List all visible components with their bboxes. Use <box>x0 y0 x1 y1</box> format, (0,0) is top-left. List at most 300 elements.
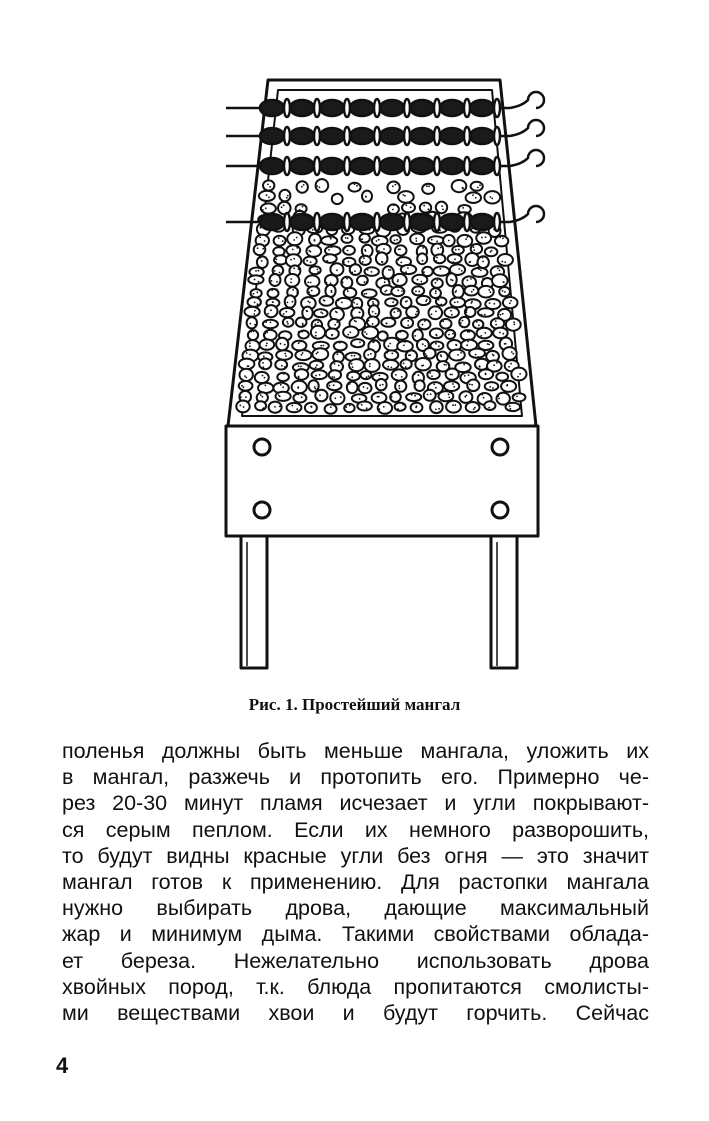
meat-piece <box>320 214 344 230</box>
coal-speckle <box>415 384 417 386</box>
coal-speckle <box>506 385 508 387</box>
coal-speckle <box>454 404 456 406</box>
coal-speckle <box>267 313 269 315</box>
coal-speckle <box>379 373 381 375</box>
coal-speckle <box>399 387 401 389</box>
coal-speckle <box>498 398 500 400</box>
coal-speckle <box>445 364 447 366</box>
coal-speckle <box>397 310 399 312</box>
coal-speckle <box>422 260 424 262</box>
coal-speckle <box>382 384 384 386</box>
coal-speckle <box>334 194 336 196</box>
coal-speckle <box>499 270 501 272</box>
coal-speckle <box>379 384 381 386</box>
coal-speckle <box>398 385 400 387</box>
coal-speckle <box>397 408 399 410</box>
coal-speckle <box>426 185 428 187</box>
coal-speckle <box>395 374 397 376</box>
coal-speckle <box>488 407 490 409</box>
coal-piece <box>314 309 328 317</box>
coal-speckle <box>239 405 241 407</box>
coal-speckle <box>417 246 419 248</box>
page-number: 4 <box>56 1053 69 1078</box>
coal-speckle <box>365 196 367 198</box>
coal-speckle <box>459 205 461 207</box>
coal-piece <box>378 402 392 414</box>
coal-speckle <box>473 249 475 251</box>
coal-speckle <box>426 299 428 301</box>
coal-speckle <box>462 187 464 189</box>
coal-speckle <box>501 261 503 263</box>
coal-speckle <box>274 270 276 272</box>
coal-piece <box>506 403 521 411</box>
coal-speckle <box>397 279 399 281</box>
coal-speckle <box>345 406 347 408</box>
coal-speckle <box>451 314 453 316</box>
coal-piece <box>420 203 431 213</box>
coal-speckle <box>311 406 313 408</box>
coal-piece <box>330 392 344 405</box>
coal-piece <box>240 369 253 381</box>
coal-speckle <box>328 249 330 251</box>
coal-speckle <box>464 375 466 377</box>
coal-speckle <box>297 386 299 388</box>
coal-speckle <box>465 311 467 313</box>
coal-speckle <box>287 195 289 197</box>
coal-speckle <box>479 366 481 368</box>
coal-piece <box>417 296 431 305</box>
meat-piece <box>350 214 374 230</box>
coal-speckle <box>344 248 346 250</box>
coal-speckle <box>364 281 366 283</box>
coal-speckle <box>397 289 399 291</box>
coal-piece <box>276 338 288 351</box>
coal-speckle <box>280 384 282 386</box>
coal-speckle <box>317 269 319 271</box>
coal-piece <box>410 234 424 245</box>
text-line: поленья должны быть меньше мангала, уложить их <box>62 739 649 763</box>
coal-speckle <box>254 279 256 281</box>
coal-speckle <box>319 187 321 189</box>
coal-piece <box>295 369 309 380</box>
coal-piece <box>315 390 327 402</box>
onion-ring <box>494 99 500 117</box>
coal-speckle <box>284 366 286 368</box>
coal-speckle <box>316 364 318 366</box>
coal-speckle <box>298 365 300 367</box>
coal-speckle <box>473 289 475 291</box>
coal-speckle <box>366 407 368 409</box>
coal-speckle <box>510 408 512 410</box>
coal-piece <box>471 182 483 191</box>
coal-speckle <box>275 258 277 260</box>
coal-speckle <box>351 376 353 378</box>
coal-speckle <box>387 366 389 368</box>
coal-speckle <box>334 397 336 399</box>
coal-speckle <box>436 257 438 259</box>
coal-speckle <box>407 267 409 269</box>
coal-speckle <box>296 247 298 249</box>
coal-speckle <box>460 352 462 354</box>
coal-speckle <box>448 240 450 242</box>
coal-speckle <box>397 259 399 261</box>
coal-piece <box>258 383 273 393</box>
coal-speckle <box>454 258 456 260</box>
coal-speckle <box>282 331 284 333</box>
coal-speckle <box>256 291 258 293</box>
coal-speckle <box>451 374 453 376</box>
coal-speckle <box>464 396 466 398</box>
coal-speckle <box>438 299 440 301</box>
coal-speckle <box>442 321 444 323</box>
coal-speckle <box>438 408 440 410</box>
coal-speckle <box>322 313 324 315</box>
coal-piece <box>436 202 447 214</box>
coal-piece <box>445 307 459 317</box>
coal-speckle <box>263 356 265 358</box>
coal-speckle <box>275 261 277 263</box>
coal-speckle <box>431 375 433 377</box>
coal-speckle <box>426 355 428 357</box>
coal-speckle <box>504 291 506 293</box>
coal-speckle <box>401 376 403 378</box>
coal-speckle <box>240 396 242 398</box>
coal-piece <box>295 350 311 360</box>
coal-piece <box>287 232 302 245</box>
coal-speckle <box>418 374 420 376</box>
coal-speckle <box>393 299 395 301</box>
coal-piece <box>415 380 425 391</box>
coal-speckle <box>340 396 342 398</box>
coal-speckle <box>484 332 486 334</box>
coal-speckle <box>399 331 401 333</box>
brazier-illustration <box>210 70 550 680</box>
coal-piece <box>476 232 491 243</box>
coal-speckle <box>475 197 477 199</box>
coal-speckle <box>516 396 518 398</box>
coal-piece <box>424 390 436 401</box>
coal-speckle <box>287 323 289 325</box>
coal-speckle <box>396 239 398 241</box>
coal-speckle <box>433 383 435 385</box>
coal-speckle <box>342 282 344 284</box>
coal-piece <box>245 307 260 317</box>
coal-piece <box>248 275 263 284</box>
meat-piece <box>260 158 284 174</box>
coal-speckle <box>286 197 288 199</box>
coal-speckle <box>484 314 486 316</box>
coal-speckle <box>359 398 361 400</box>
coal-speckle <box>476 321 478 323</box>
coal-speckle <box>298 376 300 378</box>
coal-speckle <box>319 394 321 396</box>
coal-speckle <box>244 375 246 377</box>
coal-speckle <box>378 239 380 241</box>
coal-speckle <box>471 291 473 293</box>
meat-piece <box>440 158 464 174</box>
coal-speckle <box>415 291 417 293</box>
coal-speckle <box>361 404 363 406</box>
coal-speckle <box>363 386 365 388</box>
coal-speckle <box>278 237 280 239</box>
coal-piece <box>255 372 269 383</box>
coal-speckle <box>435 260 437 262</box>
coal-piece <box>296 318 307 327</box>
coal-piece <box>501 381 516 392</box>
coal-speckle <box>282 386 284 388</box>
coal-piece <box>452 180 467 192</box>
coal-speckle <box>399 248 401 250</box>
coal-speckle <box>489 302 491 304</box>
coal-speckle <box>481 314 483 316</box>
coal-speckle <box>306 260 308 262</box>
coal-piece <box>383 360 398 370</box>
coal-speckle <box>315 335 317 337</box>
coal-piece <box>357 402 372 411</box>
coal-speckle <box>259 237 261 239</box>
coal-speckle <box>331 335 333 337</box>
coal-speckle <box>493 408 495 410</box>
coal-speckle <box>369 365 371 367</box>
coal-speckle <box>435 282 437 284</box>
coal-speckle <box>341 302 343 304</box>
coal-speckle <box>436 280 438 282</box>
coal-speckle <box>424 320 426 322</box>
coal-speckle <box>376 240 378 242</box>
coal-speckle <box>339 342 341 344</box>
coal-speckle <box>392 185 394 187</box>
coal-piece <box>395 403 406 411</box>
coal-speckle <box>402 194 404 196</box>
coal-speckle <box>276 288 278 290</box>
coal-speckle <box>443 364 445 366</box>
coal-piece <box>304 257 317 266</box>
coal-speckle <box>354 355 356 357</box>
coal-speckle <box>351 363 353 365</box>
coal-speckle <box>386 352 388 354</box>
coal-piece <box>292 381 307 393</box>
coal-speckle <box>330 271 332 273</box>
coal-speckle <box>267 184 269 186</box>
coal-speckle <box>509 302 511 304</box>
coal-piece <box>396 331 408 340</box>
coal-speckle <box>367 354 369 356</box>
coal-piece <box>392 369 407 380</box>
coal-speckle <box>411 394 413 396</box>
coal-piece <box>251 289 262 297</box>
coal-speckle <box>418 261 420 263</box>
coal-speckle <box>468 331 470 333</box>
coal-speckle <box>361 238 363 240</box>
coal-speckle <box>415 238 417 240</box>
meat-piece <box>380 128 404 144</box>
coal-piece <box>393 274 407 286</box>
coal-speckle <box>512 353 514 355</box>
coal-piece <box>467 380 479 392</box>
coal-speckle <box>386 290 388 292</box>
coal-speckle <box>329 385 331 387</box>
coal-speckle <box>435 343 437 345</box>
coal-speckle <box>296 408 298 410</box>
coal-speckle <box>404 341 406 343</box>
coal-speckle <box>279 396 281 398</box>
coal-piece <box>429 306 443 319</box>
coal-speckle <box>246 352 248 354</box>
coal-piece <box>453 285 464 298</box>
coal-speckle <box>317 271 319 273</box>
coal-speckle <box>405 366 407 368</box>
coal-speckle <box>274 406 276 408</box>
coal-speckle <box>281 365 283 367</box>
coal-speckle <box>266 351 268 353</box>
coal-speckle <box>463 364 465 366</box>
coal-piece <box>434 254 445 263</box>
coal-piece <box>365 359 380 372</box>
coal-speckle <box>452 333 454 335</box>
meat-piece <box>320 128 344 144</box>
coal-speckle <box>422 324 424 326</box>
coal-speckle <box>395 184 397 186</box>
text-line: жар и минимум дыма. Такими свойствами облада- <box>62 922 649 947</box>
meat-piece <box>290 128 314 144</box>
coal-speckle <box>249 323 251 325</box>
coal-speckle <box>448 397 450 399</box>
coal-speckle <box>502 237 504 239</box>
coal-speckle <box>473 408 475 410</box>
coal-speckle <box>477 187 479 189</box>
coal-piece <box>330 263 343 275</box>
coal-speckle <box>475 354 477 356</box>
coal-speckle <box>425 353 427 355</box>
coal-piece <box>239 359 255 370</box>
coal-piece <box>498 254 513 266</box>
coal-speckle <box>301 186 303 188</box>
coal-speckle <box>502 313 504 315</box>
coal-speckle <box>297 394 299 396</box>
coal-speckle <box>292 301 294 303</box>
coal-speckle <box>286 321 288 323</box>
coal-speckle <box>316 353 318 355</box>
coal-speckle <box>392 301 394 303</box>
coal-speckle <box>496 362 498 364</box>
coal-speckle <box>453 261 455 263</box>
coal-speckle <box>383 331 385 333</box>
coal-speckle <box>315 332 317 334</box>
coal-speckle <box>269 186 271 188</box>
coal-speckle <box>265 345 267 347</box>
coal-speckle <box>354 320 356 322</box>
meat-piece <box>470 214 494 230</box>
coal-speckle <box>314 239 316 241</box>
coal-speckle <box>292 289 294 291</box>
coal-speckle <box>467 341 469 343</box>
coal-speckle <box>270 322 272 324</box>
coal-speckle <box>366 281 368 283</box>
coal-speckle <box>283 373 285 375</box>
coal-piece <box>351 339 364 347</box>
coal-speckle <box>300 366 302 368</box>
coal-speckle <box>333 384 335 386</box>
coal-piece <box>402 203 415 213</box>
coal-piece <box>285 295 296 307</box>
coal-speckle <box>403 345 405 347</box>
coal-speckle <box>477 356 479 358</box>
coal-speckle <box>497 373 499 375</box>
coal-piece <box>293 393 306 402</box>
coal-speckle <box>414 330 416 332</box>
coal-speckle <box>302 331 304 333</box>
coal-speckle <box>258 270 260 272</box>
coal-speckle <box>441 205 443 207</box>
coal-speckle <box>372 341 374 343</box>
coal-speckle <box>272 301 274 303</box>
onion-ring <box>494 127 500 145</box>
coal-speckle <box>266 342 268 344</box>
coal-speckle <box>504 261 506 263</box>
coal-speckle <box>471 302 473 304</box>
coal-speckle <box>271 280 273 282</box>
coal-piece <box>464 286 478 296</box>
coal-speckle <box>482 278 484 280</box>
coal-speckle <box>370 353 372 355</box>
coal-piece <box>446 401 461 413</box>
coal-speckle <box>397 281 399 283</box>
coal-speckle <box>414 385 416 387</box>
coal-speckle <box>461 270 463 272</box>
coal-piece <box>274 236 286 246</box>
coal-speckle <box>253 330 255 332</box>
coal-speckle <box>452 404 454 406</box>
coal-speckle <box>469 384 471 386</box>
coal-speckle <box>406 300 408 302</box>
coal-speckle <box>388 269 390 271</box>
coal-speckle <box>265 333 267 335</box>
coal-speckle <box>491 198 493 200</box>
coal-speckle <box>364 249 366 251</box>
coal-speckle <box>452 279 454 281</box>
coal-speckle <box>363 257 365 259</box>
coal-speckle <box>428 185 430 187</box>
coal-speckle <box>513 395 515 397</box>
coal-speckle <box>314 323 316 325</box>
meat-piece <box>470 128 494 144</box>
text-line: рез 20-30 минут пламя исчезает и угли покрывают- <box>62 791 649 816</box>
coal-speckle <box>416 311 418 313</box>
coal-speckle <box>334 363 336 365</box>
meat-piece <box>410 128 434 144</box>
coal-speckle <box>513 321 515 323</box>
coal-speckle <box>309 302 311 304</box>
coal-speckle <box>302 324 304 326</box>
meat-piece <box>380 214 404 230</box>
coal-speckle <box>348 261 350 263</box>
coal-piece <box>478 308 494 317</box>
coal-speckle <box>393 311 395 313</box>
coal-speckle <box>450 310 452 312</box>
coal-speckle <box>435 290 437 292</box>
coal-piece <box>360 256 371 265</box>
coal-speckle <box>466 309 468 311</box>
coal-piece <box>376 379 387 390</box>
coal-speckle <box>354 395 356 397</box>
coal-speckle <box>364 331 366 333</box>
coal-piece <box>444 381 459 391</box>
coal-speckle <box>493 364 495 366</box>
coal-speckle <box>337 351 339 353</box>
coal-speckle <box>337 353 339 355</box>
coal-speckle <box>326 282 328 284</box>
coal-speckle <box>336 341 338 343</box>
